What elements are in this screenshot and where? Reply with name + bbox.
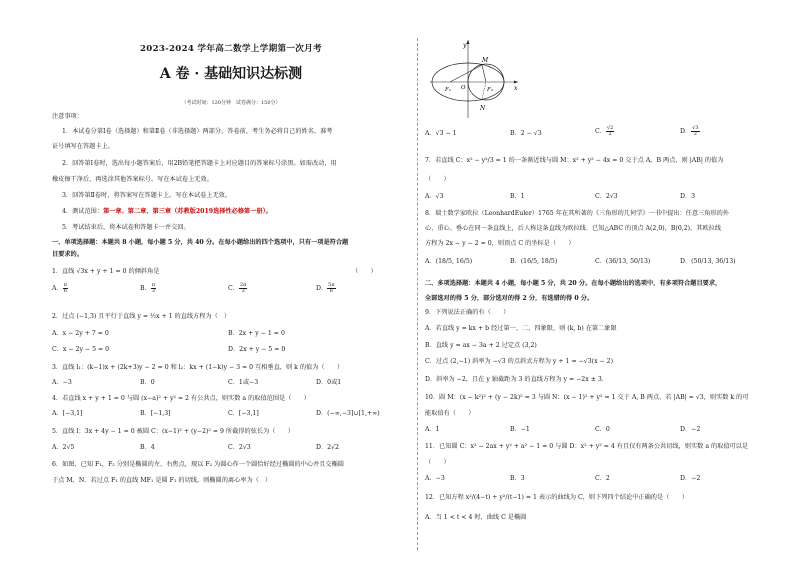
exam-subtitle: A 卷 · 基础知识达标测 [159,66,303,82]
q3-option-b[interactable]: B．0 [140,379,155,386]
q8-line1: 8．瑞士数学家欧拉（LeonhardEuler）1765 年在其所著的《三角形的几何学》一书中提出：任意三角形的外 [425,210,729,217]
q10-option-c[interactable]: C．0 [595,426,610,433]
q6-option-b[interactable]: B．2 − √3 [510,130,542,137]
q9-option-a[interactable]: A．若直线 y = kx + b 经过第一、二、四象限，则 (k, b) 在第二象限 [425,325,617,332]
q10-option-d[interactable]: D．−2 [680,426,701,433]
q1-option-c[interactable]: C． $\frac{2\pi}{3}$ [228,282,247,294]
q8-line2: 心、重心、垂心在同一条直线上，后人称这条直线为欧拉线．已知△ABC 的顶点 A(2,0)，B(0,2)，其欧拉线 [425,225,722,232]
section1-line1: 一、单项选择题：本题共 8 小题，每小题 5 分，共 40 分。在每小题给出的四个选项中，只有一项是符合题 [52,239,349,246]
radius-mf2 [482,65,486,82]
q3-option-d[interactable]: D．0或1 [316,379,342,386]
q8-option-b[interactable]: B．(16/5, 18/5) [510,258,558,265]
q8-line3: 方程为 2x − y − 2 = 0，则顶点 C 的坐标是（ ） [425,240,575,247]
exam-title: 2023-2024 学年高二数学上学期第一次月考 [140,44,322,54]
q7-option-d[interactable]: D．3 [680,193,696,200]
q7-line1: 7．若直线 C：x² − y²/3 = 1 的一条渐近线与圆 M：x² + y² − 4x = 0 交于点 A，B 两点，则 |AB| 的值为 [425,157,724,164]
q11-option-b[interactable]: B．3 [510,475,525,482]
q12-stem: 12．已知方程 x²/(4−t) + y²/(t−1) = 1 表示的曲线为 C，则下列四个结论中正确的是（ ） [425,494,688,501]
q10-line1: 10．圆 M：(x − k²)² + (y − 2k)² = 3 与圆 N：(x − 1)² + y² = 1 交于 A, B 两点，若 |AB| = √3，则实数 k 的可 [425,394,749,401]
q7-line2: （ ） [425,176,450,183]
label-f2: F₂ [487,87,494,93]
q1-option-a[interactable]: A． $\frac{\pi}{6}$ [52,282,67,294]
note-1a: 1．本试卷分第Ⅰ卷（选择题）和第Ⅱ卷（非选择题）两部分。答卷前，考生务必将自己的姓名、准考 [62,128,333,135]
q4-option-a[interactable]: A．[−3,1] [52,410,83,417]
q11-line1: 11．已知圆 C：x² − 2ax + y² + a² − 1 = 0 与圆 D：x² + y² = 4 有且仅有两条公共切线，则实数 a 的取值可以是 [425,443,749,450]
note-1b: 证号填写在答题卡上。 [52,143,114,150]
label-y: y [463,42,467,49]
q10-option-b[interactable]: B．−1 [510,426,530,433]
q12-option-a[interactable]: A．当 1 < t < 4 时，曲线 C 是椭圆 [425,514,527,521]
q6-option-d[interactable]: D． $\frac{√3}{2}$ [680,125,699,137]
q5-option-b[interactable]: B．4 [140,444,155,451]
exam-info: （考试时间：120分钟 试卷满分：150分） [181,100,281,106]
q1-option-b[interactable]: B． $\frac{\pi}{3}$ [140,282,156,294]
q7-option-c[interactable]: C．2√3 [595,193,618,200]
q2-option-a[interactable]: A．x − 2y + 7 = 0 [52,330,109,337]
section2-line2: 全部选对的得 5 分，部分选对的得 2 分，有选错的得 0 分。 [425,295,594,302]
label-f1: F₁ [445,87,452,93]
q11-option-a[interactable]: A．−3 [425,475,445,482]
q10-option-a[interactable]: A．1 [425,426,440,433]
q11-option-d[interactable]: D．−2 [680,475,701,482]
q5-option-a[interactable]: A．2√5 [52,444,75,451]
note-2a: 2．回答第Ⅰ卷时，选出每小题答案后，用2B铅笔把答题卡上对应题目的答案标号涂黑。如需改动，用 [62,160,337,167]
q11-option-c[interactable]: C．2 [595,475,610,482]
q1-option-d[interactable]: D． $\frac{5\pi}{6}$ [316,282,335,294]
note-4 [62,208,272,216]
q9-option-b[interactable]: B．直线 y = ax − 3a + 2 过定点 (3,2) [425,342,537,349]
tangent-line-mf1 [450,65,482,82]
q1-stem: 1．直线 √3x + y + 1 = 0 的倾斜角是 [52,268,160,275]
q8-option-a[interactable]: A．(18/5, 16/5) [425,258,473,265]
label-x: x [514,85,518,92]
q7-option-a[interactable]: A．√3 [425,193,444,200]
q1-answer-paren: （ ） [352,268,377,275]
q6-option-a[interactable]: A．√3 − 1 [425,130,457,137]
section2-line1: 二、多项选择题：本题共 4 小题，每小题 5 分，共 20 分。在每小题给出的选项中，有多项符合题目要求， [425,280,722,287]
x-axis-arrow [514,81,518,84]
note-2b: 橡皮擦干净后，再选涂其他答案标号。写在本试卷上无效。 [52,176,213,183]
q9-option-d[interactable]: D．斜率为 −2，且在 y 轴截距为 3 的直线方程为 y = −2x ± 3． [425,376,608,383]
label-m: M [482,57,489,64]
q5-option-d[interactable]: D．2√2 [316,444,339,451]
q9-stem: 9．下列说法正确的有（ ） [425,309,510,316]
q7-option-b[interactable]: B．1 [510,193,525,200]
radius-nf2 [482,82,486,99]
q8-option-c[interactable]: C．(36/13, 50/13) [595,258,651,265]
note-5: 5．考试结束后，将本试卷和答题卡一并交回。 [62,224,190,231]
q6-option-c[interactable]: C． $\frac{√2}{2}$ [595,125,614,137]
label-o: O [461,85,466,91]
note-4-prefix: 4．测试范围： [62,208,104,215]
q6-line2: 于点 M，N．若过点 F₁ 的直线 MF₁ 是圆 F₂ 的切线，则椭圆的离心率为（ ） [52,477,272,484]
y-axis-arrow [467,40,470,44]
q9-option-c[interactable]: C．过点 (2,−1) 斜率为 −√3 的点斜式方程为 y + 1 = −√3(x − 2) [425,358,614,365]
q3-option-a[interactable]: A．−3 [52,379,72,386]
label-n: N [480,105,486,112]
column-divider [417,38,418,550]
q10-line2: 能取值有（ ） [425,410,475,417]
q4-option-b[interactable]: B．[−1,3] [140,410,171,417]
section1-line2: 目要求的。 [52,251,83,258]
note-4-range: 第一章、第二章、第三章（苏教版2019选择性必修第一册）。 [103,208,272,215]
q2-option-d[interactable]: D．2x + y − 5 = 0 [228,346,286,353]
q11-line2: （ ） [425,459,450,466]
q2-option-b[interactable]: B．2x + y − 1 = 0 [228,330,285,337]
q4-option-c[interactable]: C．[−3,1] [228,410,259,417]
q8-option-d[interactable]: D．(50/13, 36/13) [680,258,736,265]
q3-option-c[interactable]: C．1或−3 [228,379,259,386]
note-3: 3．回答第Ⅱ卷时，将答案写在答题卡上。写在本试卷上无效。 [62,192,232,199]
q3-stem: 3．直线 l₁：(k−1)x + (2k+3)y − 2 = 0 和 l₂：kx + (1−k)y − 3 = 0 互相垂直，则 k 的值为（ ） [52,364,344,371]
q5-stem: 5．直线 l：3x + 4y − 1 = 0 被圆 C：(x−1)² + (y−2)² = 9 所截得的弦长为（ ） [52,428,294,435]
q5-option-c[interactable]: C．2√3 [228,444,251,451]
ellipse-circle-diagram [430,38,520,120]
q4-stem: 4．若直线 x + y + 1 = 0 与圆 (x−a)² + y² = 2 有公共点，则实数 a 的取值范围是（ ） [52,395,310,402]
notes-heading: 注意事项： [52,113,83,120]
q6-line1: 6．如图，已知 F₁，F₂ 分别是椭圆的左、右焦点，现以 F₂ 为圆心作一个圆恰好经过椭圆的中心并且交椭圆 [52,461,344,468]
q4-option-d[interactable]: D．(−∞,−3]∪[1,+∞) [316,410,380,417]
q2-option-c[interactable]: C．x − 2y − 5 = 0 [52,346,110,353]
q2-stem: 2．过点 (−1,3) 且平行于直线 y = ½x + 1 的直线方程为（ ） [52,313,231,320]
